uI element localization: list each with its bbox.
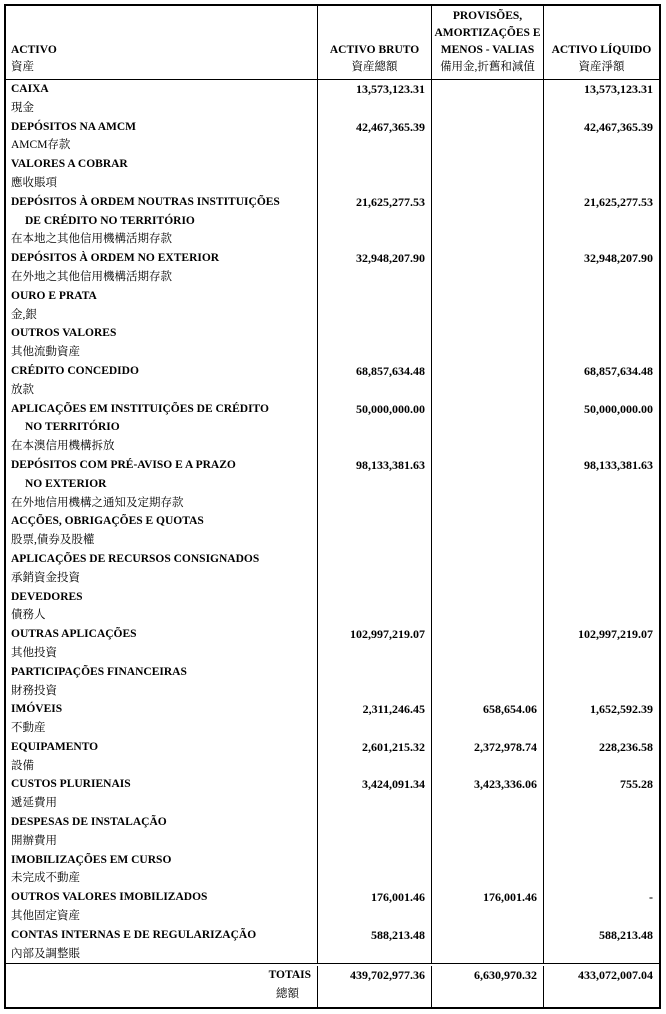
amount-bruto: 98,133,381.63 — [317, 456, 431, 512]
row-label-pt: IMOBILIZAÇÕES EM CURSO — [11, 853, 172, 866]
table-row — [6, 362, 659, 400]
amount-liq: 228,236.58 — [543, 738, 659, 776]
table-row — [6, 456, 659, 512]
header-provisoes-line1: PROVISÕES, — [452, 10, 523, 22]
row-label — [6, 80, 317, 118]
amount-bruto: 32,948,207.90 — [317, 249, 431, 287]
amount-prov: 2,372,978.74 — [431, 738, 543, 776]
row-label-pt: CRÉDITO CONCEDIDO — [11, 364, 139, 377]
row-label-cn: 不動産 — [11, 722, 46, 735]
amount-bruto: 21,625,277.53 — [317, 193, 431, 249]
amount-prov — [431, 80, 543, 118]
totals-label — [6, 966, 317, 1007]
header-liquido-cn: 資産淨額 — [578, 61, 625, 73]
row-label-cn: 其他投資 — [11, 646, 57, 659]
table-row — [6, 118, 659, 156]
amount-prov — [431, 193, 543, 249]
amount-liq — [543, 588, 659, 626]
amount-prov — [431, 118, 543, 156]
row-label-pt: APLICAÇÕES EM INSTITUIÇÕES DE CRÉDITO — [11, 402, 269, 415]
amount-prov — [431, 362, 543, 400]
amount-bruto — [317, 663, 431, 701]
table-body — [6, 80, 659, 963]
table-row — [6, 700, 659, 738]
totals-label-cn: 總額 — [276, 988, 299, 1001]
amount-prov — [431, 926, 543, 964]
amount-liq — [543, 155, 659, 193]
row-label — [6, 287, 317, 325]
table-row — [6, 888, 659, 926]
row-label — [6, 362, 317, 400]
row-label-cn: AMCM存款 — [11, 139, 71, 152]
row-label-pt: DE CRÉDITO NO TERRITÓRIO — [25, 214, 195, 227]
row-label-pt: NO EXTERIOR — [25, 477, 107, 490]
amount-liq: 755.28 — [543, 775, 659, 813]
header-provisoes-line2: AMORTIZAÇÕES E — [434, 27, 541, 39]
row-label-cn: 內部及調整賬 — [11, 947, 80, 960]
table-row — [6, 775, 659, 813]
row-label-cn: 未完成不動産 — [11, 872, 80, 885]
header-provisoes-cn: 備用金,折舊和減值 — [440, 61, 535, 73]
amount-liq: 21,625,277.53 — [543, 193, 659, 249]
table-row — [6, 738, 659, 776]
amount-liq — [543, 851, 659, 889]
row-label-cn: 股票,債券及股權 — [11, 534, 95, 547]
amount-bruto — [317, 813, 431, 851]
row-label-pt: DEPÓSITOS NA AMCM — [11, 120, 137, 133]
row-label-pt: OUTRAS APLICAÇÕES — [11, 628, 137, 641]
amount-bruto — [317, 512, 431, 550]
table-row — [6, 588, 659, 626]
amount-prov — [431, 287, 543, 325]
row-label-pt: OUTROS VALORES — [11, 327, 117, 340]
table-row — [6, 625, 659, 663]
header-bruto-cn: 資産總額 — [351, 61, 398, 73]
amount-liq: 98,133,381.63 — [543, 456, 659, 512]
row-label-pt: NO TERRITÓRIO — [25, 421, 120, 434]
amount-bruto: 2,311,246.45 — [317, 700, 431, 738]
row-label-pt: OURO E PRATA — [11, 289, 97, 302]
table-row — [6, 287, 659, 325]
amount-bruto: 68,857,634.48 — [317, 362, 431, 400]
row-label-pt: PARTICIPAÇÕES FINANCEIRAS — [11, 665, 187, 678]
amount-bruto — [317, 851, 431, 889]
amount-bruto — [317, 550, 431, 588]
amount-prov — [431, 249, 543, 287]
header-activo-bruto — [317, 6, 431, 79]
amount-bruto: 42,467,365.39 — [317, 118, 431, 156]
totals-activo-liquido: 433,072,007.04 — [543, 966, 659, 1007]
amount-liq: - — [543, 888, 659, 926]
row-label — [6, 400, 317, 456]
row-label — [6, 738, 317, 776]
table-row — [6, 80, 659, 118]
amount-liq — [543, 550, 659, 588]
row-label-cn: 在外地之其他信用機構活期存款 — [11, 270, 172, 283]
amount-bruto — [317, 287, 431, 325]
row-label-cn: 其他流動資産 — [11, 346, 80, 359]
table-row — [6, 926, 659, 964]
row-label — [6, 193, 317, 249]
row-label-pt: CONTAS INTERNAS E DE REGULARIZAÇÃO — [11, 928, 257, 941]
amount-bruto: 13,573,123.31 — [317, 80, 431, 118]
amount-bruto: 102,997,219.07 — [317, 625, 431, 663]
amount-bruto: 588,213.48 — [317, 926, 431, 964]
amount-liq: 588,213.48 — [543, 926, 659, 964]
table-row — [6, 550, 659, 588]
amount-bruto: 2,601,215.32 — [317, 738, 431, 776]
header-provisoes — [431, 6, 543, 79]
row-label — [6, 888, 317, 926]
row-label — [6, 118, 317, 156]
amount-bruto — [317, 588, 431, 626]
amount-prov: 176,001.46 — [431, 888, 543, 926]
amount-liq — [543, 287, 659, 325]
row-label — [6, 512, 317, 550]
amount-liq: 13,573,123.31 — [543, 80, 659, 118]
amount-bruto — [317, 155, 431, 193]
table-row — [6, 155, 659, 193]
totals-label-pt: TOTAIS — [268, 969, 311, 982]
row-label-pt: APLICAÇÕES DE RECURSOS CONSIGNADOS — [11, 552, 260, 565]
header-activo — [6, 6, 317, 79]
totals-activo-bruto: 439,702,977.36 — [317, 966, 431, 1007]
amount-bruto: 3,424,091.34 — [317, 775, 431, 813]
row-label-pt: DEPÓSITOS À ORDEM NOUTRAS INSTITUIÇÕES — [11, 195, 280, 208]
row-label — [6, 249, 317, 287]
amount-liq — [543, 663, 659, 701]
row-label-pt: DEVEDORES — [11, 590, 83, 603]
row-label-cn: 在外地信用機構之通知及定期存款 — [11, 496, 184, 509]
table-row — [6, 851, 659, 889]
header-activo-pt: ACTIVO — [11, 44, 57, 56]
row-label-cn: 承銷資金投資 — [11, 571, 80, 584]
row-label-cn: 在本澳信用機構拆放 — [11, 440, 115, 453]
row-label-cn: 金,銀 — [11, 308, 37, 321]
amount-liq — [543, 324, 659, 362]
amount-liq: 102,997,219.07 — [543, 625, 659, 663]
totals-row — [6, 963, 659, 1007]
row-label-cn: 應收賬項 — [11, 176, 57, 189]
row-label-cn: 債務人 — [11, 609, 46, 622]
row-label — [6, 625, 317, 663]
row-label-pt: OUTROS VALORES IMOBILIZADOS — [11, 891, 208, 904]
amount-bruto: 50,000,000.00 — [317, 400, 431, 456]
amount-prov — [431, 400, 543, 456]
table-row — [6, 400, 659, 456]
header-liquido-pt: ACTIVO LÍQUIDO — [551, 44, 652, 56]
amount-liq: 1,652,592.39 — [543, 700, 659, 738]
row-label-cn: 開辦費用 — [11, 834, 57, 847]
row-label-cn: 其他固定資産 — [11, 910, 80, 923]
amount-liq — [543, 512, 659, 550]
header-provisoes-line3: MENOS - VALIAS — [440, 44, 535, 56]
header-activo-cn: 資産 — [11, 61, 34, 73]
row-label-cn: 現金 — [11, 101, 34, 114]
row-label — [6, 324, 317, 362]
row-label-pt: DEPÓSITOS COM PRÉ-AVISO E A PRAZO — [11, 458, 236, 471]
amount-liq: 32,948,207.90 — [543, 249, 659, 287]
row-label-pt: ACÇÕES, OBRIGAÇÕES E QUOTAS — [11, 515, 204, 528]
row-label-pt: EQUIPAMENTO — [11, 740, 99, 753]
row-label — [6, 456, 317, 512]
amount-prov — [431, 625, 543, 663]
amount-prov — [431, 550, 543, 588]
row-label — [6, 155, 317, 193]
row-label-cn: 放款 — [11, 383, 34, 396]
amount-bruto: 176,001.46 — [317, 888, 431, 926]
amount-prov — [431, 324, 543, 362]
amount-prov — [431, 512, 543, 550]
totals-provisoes: 6,630,970.32 — [431, 966, 543, 1007]
table-row — [6, 663, 659, 701]
row-label — [6, 588, 317, 626]
amount-liq: 68,857,634.48 — [543, 362, 659, 400]
amount-prov — [431, 456, 543, 512]
row-label — [6, 926, 317, 964]
row-label-pt: DEPÓSITOS À ORDEM NO EXTERIOR — [11, 252, 220, 265]
row-label — [6, 851, 317, 889]
header-activo-liquido — [543, 6, 659, 79]
amount-liq: 50,000,000.00 — [543, 400, 659, 456]
amount-liq — [543, 813, 659, 851]
assets-balance-sheet-table — [4, 4, 661, 1009]
table-row — [6, 512, 659, 550]
table-row — [6, 193, 659, 249]
row-label-cn: 遞延費用 — [11, 797, 57, 810]
row-label-pt: DESPESAS DE INSTALAÇÃO — [11, 816, 167, 829]
amount-prov — [431, 851, 543, 889]
amount-prov — [431, 155, 543, 193]
table-row — [6, 813, 659, 851]
row-label — [6, 550, 317, 588]
table-header — [6, 6, 659, 80]
row-label-cn: 設備 — [11, 759, 34, 772]
row-label-cn: 在本地之其他信用機構活期存款 — [11, 233, 172, 246]
amount-prov — [431, 813, 543, 851]
row-label — [6, 813, 317, 851]
row-label — [6, 775, 317, 813]
row-label-cn: 財務投資 — [11, 684, 57, 697]
row-label-pt: VALORES A COBRAR — [11, 158, 128, 171]
table-row — [6, 324, 659, 362]
amount-prov: 658,654.06 — [431, 700, 543, 738]
amount-prov: 3,423,336.06 — [431, 775, 543, 813]
row-label-pt: IMÓVEIS — [11, 703, 63, 716]
header-bruto-pt: ACTIVO BRUTO — [329, 44, 420, 56]
amount-liq: 42,467,365.39 — [543, 118, 659, 156]
row-label — [6, 663, 317, 701]
table-row — [6, 249, 659, 287]
row-label — [6, 700, 317, 738]
row-label-pt: CUSTOS PLURIENAIS — [11, 778, 131, 791]
amount-bruto — [317, 324, 431, 362]
amount-prov — [431, 663, 543, 701]
amount-prov — [431, 588, 543, 626]
row-label-pt: CAIXA — [11, 83, 49, 95]
